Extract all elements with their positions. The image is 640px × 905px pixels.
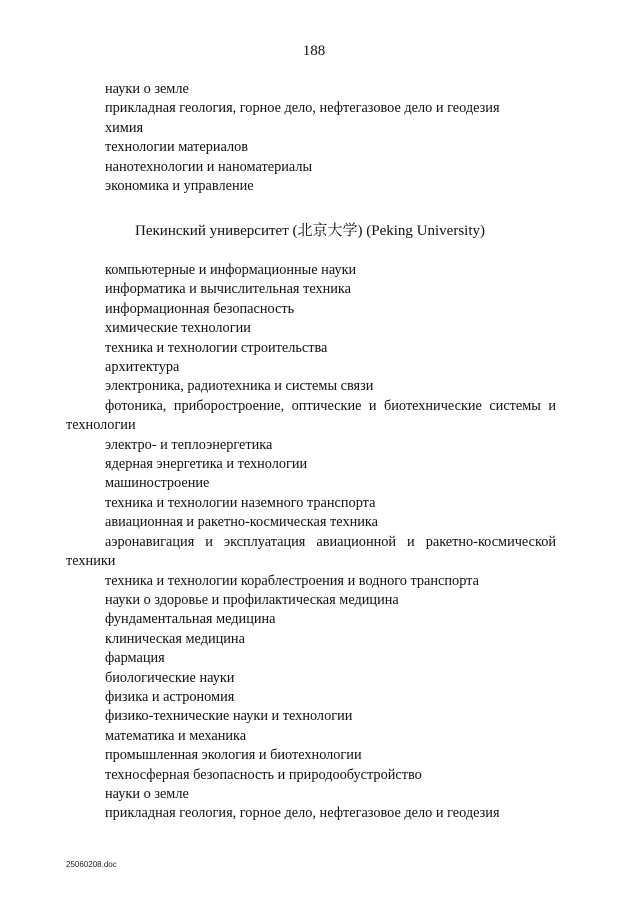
list-item: аэронавигация и эксплуатация авиационной и ракетно-космической техники (66, 533, 556, 570)
list-item: авиационная и ракетно-космическая техника (105, 514, 378, 531)
list-item: техносферная безопасность и природообустройство (105, 766, 422, 783)
list-item: техника и технологии строительства (105, 339, 328, 356)
list-item: математика и механика (105, 727, 247, 744)
list-item: техника и технологии наземного транспорта (105, 494, 376, 511)
list-item: физика и астрономия (105, 688, 235, 705)
list-item: нанотехнологии и наноматериалы (105, 158, 313, 175)
list-item: электро- и теплоэнергетика (105, 436, 273, 453)
list-item: биологические науки (105, 669, 235, 686)
list-item: прикладная геология, горное дело, нефтегазовое дело и геодезия (105, 805, 500, 822)
list-item: прикладная геология, горное дело, нефтегазовое дело и геодезия (105, 100, 500, 117)
university-heading (0, 219, 640, 240)
list-item: промышленная экология и биотехнологии (105, 747, 362, 764)
list-item: машиностроение (105, 475, 210, 492)
list-item: науки о здоровье и профилактическая медицина (105, 591, 399, 608)
list-item: техника и технологии кораблестроения и водного транспорта (105, 572, 479, 589)
list-item: клиническая медицина (105, 630, 245, 647)
list-item: информационная безопасность (105, 300, 295, 317)
list-item: экономика и управление (105, 178, 254, 195)
list-item: электроника, радиотехника и системы связи (105, 378, 374, 395)
list-item: химия (105, 119, 144, 136)
list-item: фундаментальная медицина (105, 611, 276, 628)
list-item: химические технологии (105, 320, 251, 337)
list-item: фармация (105, 650, 165, 667)
top-discipline-list (0, 80, 640, 196)
list-item: информатика и вычислительная техника (105, 281, 351, 298)
list-item: фотоника, приборостроение, оптические и биотехнические системы и технологии (66, 397, 556, 434)
main-discipline-list (0, 261, 640, 824)
list-item: физико-технические науки и технологии (105, 708, 353, 725)
list-item: технологии материалов (105, 139, 249, 156)
list-item: компьютерные и информационные науки (105, 262, 357, 278)
document-file-code: 25060208.doc (66, 860, 117, 869)
list-item: науки о земле (105, 785, 189, 802)
page-number: 188 (302, 43, 326, 59)
list-item: ядерная энергетика и технологии (105, 456, 308, 473)
list-item: архитектура (105, 359, 180, 376)
list-item: науки о земле (105, 81, 189, 97)
university-heading-text: Пекинский университет (北京大学) (Peking University) (135, 223, 485, 239)
